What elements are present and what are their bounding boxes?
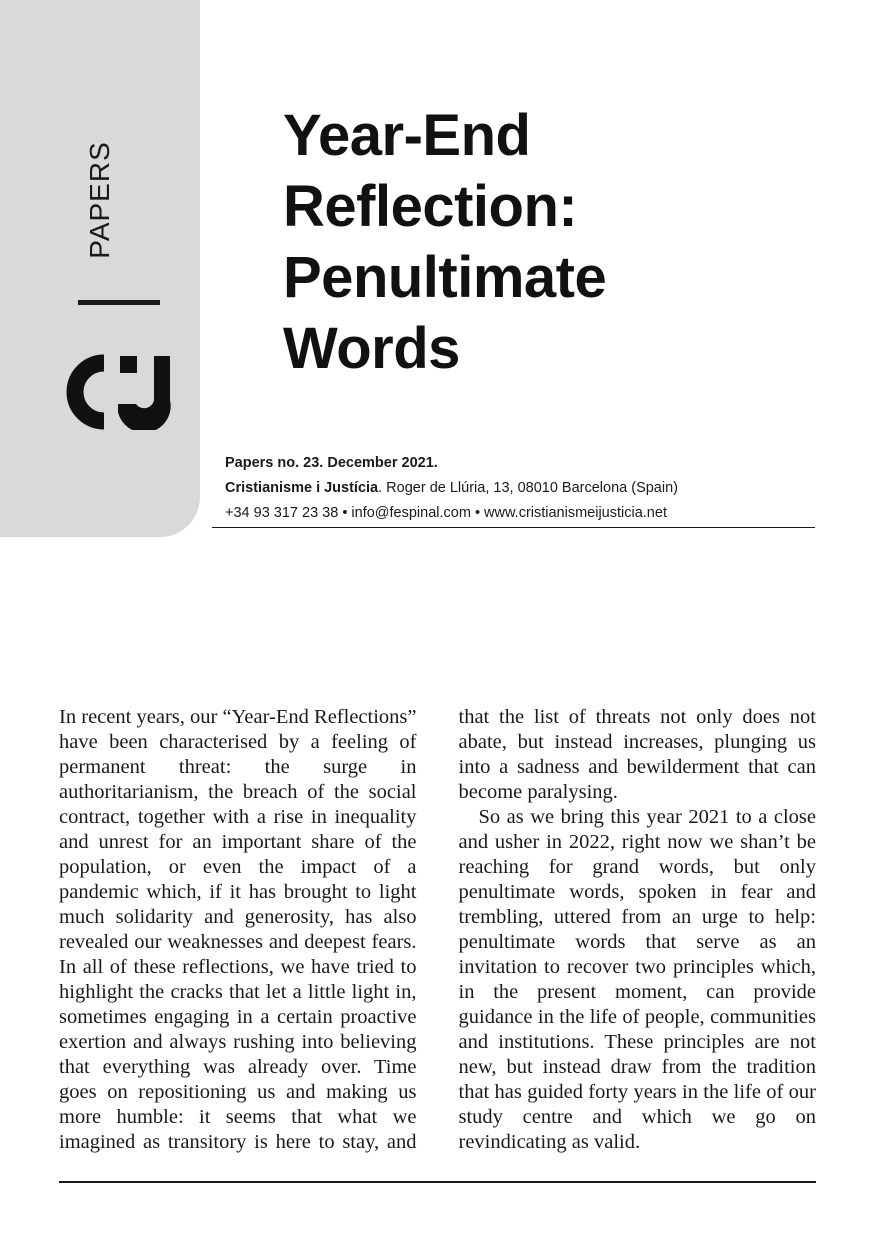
title-line: Penultimate — [283, 245, 607, 310]
footer-divider — [59, 1181, 816, 1183]
page-title — [283, 100, 843, 384]
issue-line: Papers no. 23. December 2021. — [225, 455, 438, 471]
title-line: Year-End — [283, 103, 531, 168]
body-paragraph: So as we bring this year 2021 to a close and usher in 2022, right now we shan’t be reaching for grand words, but only penultimate words, spoken in fear and trembling, uttered from an urge to help: penultimate words that serve as an invitation to recover two principles which, in the present moment, can provide guidance in the life of people, communities and institutions. These principles are not new, but instead draw from the tradition that has guided forty years in the life of our study centre and which we go on revindicating as valid. — [458, 806, 816, 1153]
cj-logo — [58, 354, 180, 430]
publication-info — [225, 451, 825, 526]
header-divider — [212, 527, 815, 528]
address-line — [225, 476, 825, 501]
body-paragraph: In recent years, our “Year-End Reflections” have been characterised by a feeling of permanent threat: the surge in authoritarianism, the breach of the social contract, together with a rise in inequality and unrest for an important share of the population, or even the impact of a pandemic which, if it has brought to light much solidarity and generosity, has also revealed our weaknesses and deepest fears. In all of these reflections, we have tried to highlight the cracks that let a little light in, sometimes engaging in a certain proactive exertion and always rushing into believing that everything was already over. Time goes on repositioning us and making us more humble: it seems that what we imagined as transitory is here to stay, and that the list of threats not only does not abate, but instead increases, plunging us into a sadness and bewilderment that can become paralysing. — [59, 706, 816, 1153]
organization-name: Cristianisme i Justícia — [225, 480, 379, 496]
series-label: PAPERS — [84, 141, 115, 259]
article-body — [59, 705, 816, 1157]
title-line: Reflection: — [283, 174, 578, 239]
contact-line: +34 93 317 23 38 • info@fespinal.com • www.cristianismeijusticia.net — [225, 505, 667, 521]
title-line: Words — [283, 316, 460, 381]
series-divider — [78, 300, 160, 305]
side-panel — [0, 0, 200, 537]
address-text: . Roger de Llúria, 13, 08010 Barcelona (Spain) — [378, 480, 678, 496]
